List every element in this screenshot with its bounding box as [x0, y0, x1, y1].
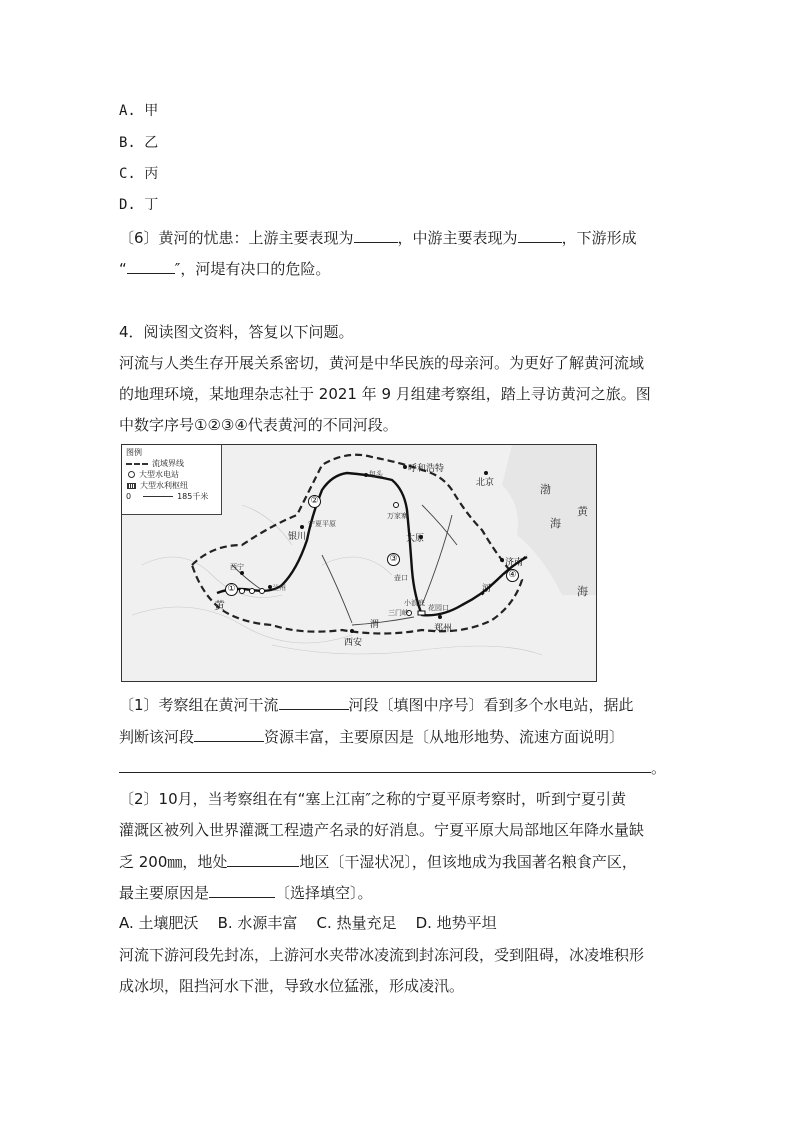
label-xining: 西宁: [230, 563, 244, 571]
q6-text-4: “: [119, 260, 127, 278]
label-wei-river: 渭: [370, 620, 380, 630]
option-c: C. 丙: [119, 166, 159, 182]
map-legend: [122, 445, 222, 515]
legend-title: 图例: [126, 448, 142, 457]
q6-line1: [119, 228, 637, 247]
q1-text-4: 资源丰富，主要原因是〔从地形地势、流速方面说明〕: [264, 728, 625, 746]
q3-line1: 河流下游河段先封冻，上游河水夹带冰凌流到封冻河段，受到阻碍，冰凌堆积形: [119, 946, 645, 964]
label-hai2: 海: [577, 585, 588, 598]
q6-text-3: ，下游形成: [561, 229, 637, 247]
label-baotou: 包头: [369, 470, 383, 478]
label-lanzhou: 兰州: [272, 584, 286, 592]
q2-line3: [119, 852, 637, 871]
legend-scale-row: [126, 491, 217, 502]
q2-choices: A. 土壤肥沃 B. 水源丰富 C. 热量充足 D. 地势平坦: [119, 914, 497, 932]
q2-line4: [119, 883, 373, 902]
label-wanjiazhai: 万家寨: [387, 512, 408, 520]
option-d: D. 丁: [119, 197, 159, 213]
q4-intro-line1: 河流与人类生存开展关系密切，黄河是中华民族的母亲河。为更好了解黄河流域: [119, 354, 645, 372]
label-bo: 渤: [540, 483, 551, 496]
q6-text-2: ，中游主要表现为: [397, 229, 518, 247]
legend-boundary-label: 流域界线: [152, 459, 184, 468]
label-hai: 海: [550, 517, 561, 530]
segment-3-marker: ③: [387, 553, 400, 566]
q1-line3: [119, 758, 666, 777]
q2-text-4: 〔选择填空〕。: [275, 884, 373, 902]
q2-blank-dryness[interactable]: [227, 852, 299, 867]
label-yinchuan: 银川: [288, 532, 307, 542]
legend-hydro-label: 大型水电站: [139, 470, 179, 479]
legend-hydro-row: [126, 469, 217, 480]
boundary-line-symbol: [126, 463, 148, 465]
q2-text-3: 最主要原因是: [119, 884, 210, 902]
q1-text-1: 〔1〕考察组在黄河干流: [119, 696, 279, 714]
q2-text-2: 地区〔干湿状况〕，但该地成为我国著名粮食产区，: [299, 853, 637, 871]
q3-line2: 成冰坝，阻挡河水下泄，导致水位猛涨，形成凌汛。: [119, 977, 465, 995]
label-hukou: 壶口: [394, 574, 408, 582]
hydraulic-hub-symbol: [127, 483, 136, 489]
legend-scale-zero: 0: [126, 492, 132, 501]
label-xiaolangdi: 小浪底: [404, 599, 425, 607]
segment-2-marker: ②: [308, 495, 321, 508]
segment-1-marker: ①: [225, 583, 238, 596]
legend-scale-value: 185千米: [177, 492, 209, 501]
legend-hub-label: 大型水利枢纽: [140, 481, 188, 490]
q1-blank-reason[interactable]: [119, 758, 651, 773]
q6-text-5: ″，河堤有决口的危险。: [174, 260, 331, 278]
q2-text-1: 乏 200㎜，地处: [119, 853, 228, 871]
label-taiyuan: 太原: [406, 534, 425, 544]
q4-intro-line2: 的地理环境，某地理杂志社于 2021 年 9 月组建考察组，踏上寻访黄河之旅。图: [119, 385, 651, 403]
q1-text-3: 判断该河段: [119, 728, 195, 746]
q1-blank-resource[interactable]: [194, 727, 264, 742]
label-beijing: 北京: [476, 478, 495, 488]
legend-boundary-row: [126, 458, 217, 469]
label-xian: 西安: [344, 638, 363, 648]
scale-bar: [143, 496, 173, 497]
yellow-river-basin-map: [121, 444, 597, 682]
q1-end: 。: [651, 759, 667, 777]
label-hohhot: 呼和浩特: [408, 464, 445, 474]
q4-intro-line3: 中数字序号①②③④代表黄河的不同河段。: [119, 416, 398, 434]
label-huayuankou: 花园口: [428, 604, 449, 612]
q1-line2: [119, 727, 624, 746]
option-b: B. 乙: [119, 135, 159, 151]
label-jinan: 济南: [505, 558, 524, 568]
q1-text-2: 河段〔填图中序号〕看到多个水电站，据此: [348, 696, 634, 714]
segment-4-marker: ④: [506, 569, 519, 582]
q1-line1: [119, 695, 634, 714]
q2-line1: 〔2〕10月，当考察组在有“塞上江南″之称的宁夏平原考察时，听到宁夏引黄: [119, 790, 627, 808]
q6-line2: [119, 259, 330, 278]
q2-blank-choice[interactable]: [209, 883, 275, 898]
q6-blank-lower[interactable]: [127, 259, 175, 274]
label-he: 河: [482, 584, 492, 594]
q6-text-1: 〔6〕黄河的忧患：上游主要表现为: [119, 229, 354, 247]
label-yellow-sea: 黄: [577, 505, 588, 518]
q4-title: 4．阅读图文资料，答复以下问题。: [119, 323, 354, 341]
label-huang: 黄: [214, 599, 225, 612]
hydro-station-symbol: [128, 471, 135, 478]
label-zhengzhou: 郑州: [434, 624, 453, 634]
option-a: A. 甲: [119, 103, 159, 119]
q6-blank-middle[interactable]: [518, 228, 562, 243]
label-ningxia-plain: 宁夏平原: [308, 520, 336, 528]
q2-line2: 灌溉区被列入世界灌溉工程遗产名录的好消息。宁夏平原大局部地区年降水量缺: [119, 821, 645, 839]
q1-blank-segment[interactable]: [279, 695, 349, 710]
label-sanmenxia: 三门峡: [388, 609, 409, 617]
legend-hub-row: [126, 480, 217, 491]
q6-blank-upper[interactable]: [354, 228, 398, 243]
